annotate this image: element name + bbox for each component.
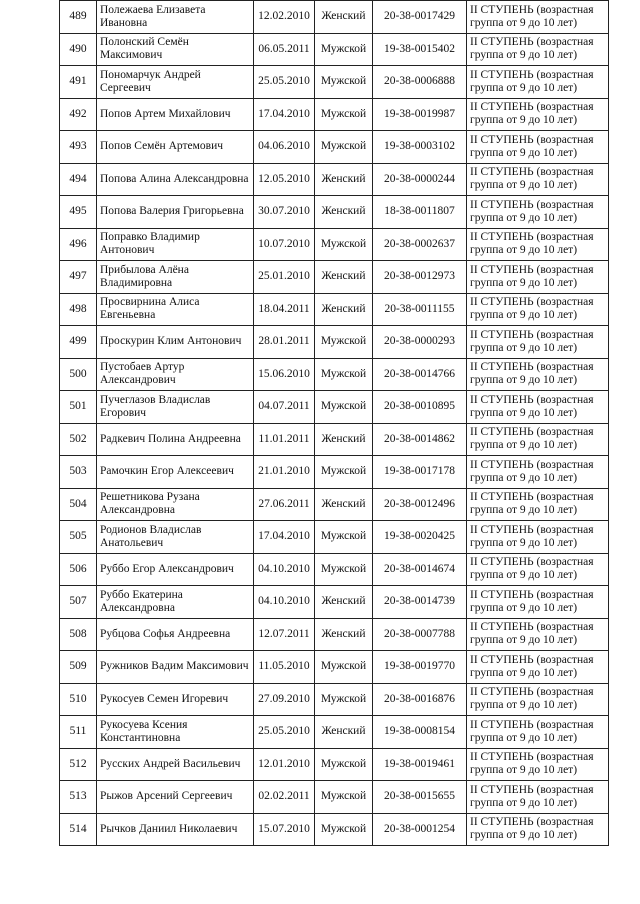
uin-number-cell: 20-38-0007788 — [373, 618, 467, 651]
full-name-cell: Попова Алина Александровна — [97, 163, 254, 196]
stage-group-cell: II СТУПЕНЬ (возрастная группа от 9 до 10 лет) — [467, 261, 609, 294]
birth-date-cell: 17.04.2010 — [254, 98, 315, 131]
table-row — [60, 553, 609, 586]
gender-cell: Женский — [315, 293, 373, 326]
row-number-cell: 502 — [60, 423, 97, 456]
uin-number-cell: 20-38-0017429 — [373, 1, 467, 34]
uin-number-cell: 20-38-0014862 — [373, 423, 467, 456]
birth-date-cell: 06.05.2011 — [254, 33, 315, 66]
uin-number-cell: 19-38-0017178 — [373, 456, 467, 489]
uin-number-cell: 20-38-0006888 — [373, 66, 467, 99]
birth-date-cell: 04.07.2011 — [254, 391, 315, 424]
row-number-cell: 496 — [60, 228, 97, 261]
full-name-cell: Попов Семён Артемович — [97, 131, 254, 164]
stage-group-cell: II СТУПЕНЬ (возрастная группа от 9 до 10 лет) — [467, 326, 609, 359]
full-name-cell: Рукосуев Семен Игоревич — [97, 683, 254, 716]
table-row — [60, 196, 609, 229]
gender-cell: Мужской — [315, 228, 373, 261]
gender-cell: Мужской — [315, 748, 373, 781]
stage-group-cell: II СТУПЕНЬ (возрастная группа от 9 до 10 лет) — [467, 748, 609, 781]
uin-number-cell: 18-38-0011807 — [373, 196, 467, 229]
row-number-cell: 500 — [60, 358, 97, 391]
row-number-cell: 498 — [60, 293, 97, 326]
gender-cell: Женский — [315, 261, 373, 294]
full-name-cell: Полонский Семён Максимович — [97, 33, 254, 66]
full-name-cell: Радкевич Полина Андреевна — [97, 423, 254, 456]
gender-cell: Мужской — [315, 391, 373, 424]
birth-date-cell: 11.01.2011 — [254, 423, 315, 456]
table-row — [60, 488, 609, 521]
row-number-cell: 490 — [60, 33, 97, 66]
uin-number-cell: 19-38-0019987 — [373, 98, 467, 131]
table-row — [60, 748, 609, 781]
birth-date-cell: 25.05.2010 — [254, 66, 315, 99]
uin-number-cell: 20-38-0010895 — [373, 391, 467, 424]
uin-number-cell: 20-38-0015655 — [373, 781, 467, 814]
stage-group-cell: II СТУПЕНЬ (возрастная группа от 9 до 10 лет) — [467, 163, 609, 196]
full-name-cell: Попов Артем Михайлович — [97, 98, 254, 131]
table-row — [60, 618, 609, 651]
stage-group-cell: II СТУПЕНЬ (возрастная группа от 9 до 10 лет) — [467, 66, 609, 99]
row-number-cell: 492 — [60, 98, 97, 131]
row-number-cell: 506 — [60, 553, 97, 586]
stage-group-cell: II СТУПЕНЬ (возрастная группа от 9 до 10 лет) — [467, 131, 609, 164]
row-number-cell: 501 — [60, 391, 97, 424]
stage-group-cell: II СТУПЕНЬ (возрастная группа от 9 до 10 лет) — [467, 228, 609, 261]
row-number-cell: 495 — [60, 196, 97, 229]
table-row — [60, 651, 609, 684]
full-name-cell: Проскурин Клим Антонович — [97, 326, 254, 359]
uin-number-cell: 20-38-0001254 — [373, 813, 467, 846]
gender-cell: Мужской — [315, 358, 373, 391]
table-row — [60, 358, 609, 391]
row-number-cell: 512 — [60, 748, 97, 781]
birth-date-cell: 15.07.2010 — [254, 813, 315, 846]
uin-number-cell: 20-38-0011155 — [373, 293, 467, 326]
uin-number-cell: 20-38-0012973 — [373, 261, 467, 294]
table-row — [60, 521, 609, 554]
gender-cell: Мужской — [315, 813, 373, 846]
table-row — [60, 33, 609, 66]
table-row — [60, 1, 609, 34]
uin-number-cell: 20-38-0014739 — [373, 586, 467, 619]
birth-date-cell: 30.07.2010 — [254, 196, 315, 229]
uin-number-cell: 20-38-0000244 — [373, 163, 467, 196]
full-name-cell: Руббо Егор Александрович — [97, 553, 254, 586]
row-number-cell: 507 — [60, 586, 97, 619]
full-name-cell: Рамочкин Егор Алексеевич — [97, 456, 254, 489]
row-number-cell: 511 — [60, 716, 97, 749]
uin-number-cell: 20-38-0014766 — [373, 358, 467, 391]
row-number-cell: 493 — [60, 131, 97, 164]
row-number-cell: 499 — [60, 326, 97, 359]
gender-cell: Мужской — [315, 456, 373, 489]
stage-group-cell: II СТУПЕНЬ (возрастная группа от 9 до 10 лет) — [467, 391, 609, 424]
full-name-cell: Просвирнина Алиса Евгеньевна — [97, 293, 254, 326]
table-row — [60, 228, 609, 261]
birth-date-cell: 27.09.2010 — [254, 683, 315, 716]
full-name-cell: Пономарчук Андрей Сергеевич — [97, 66, 254, 99]
full-name-cell: Пучеглазов Владислав Егорович — [97, 391, 254, 424]
table-row — [60, 781, 609, 814]
uin-number-cell: 19-38-0008154 — [373, 716, 467, 749]
gender-cell: Мужской — [315, 683, 373, 716]
birth-date-cell: 12.05.2010 — [254, 163, 315, 196]
table-row — [60, 456, 609, 489]
birth-date-cell: 18.04.2011 — [254, 293, 315, 326]
stage-group-cell: II СТУПЕНЬ (возрастная группа от 9 до 10 лет) — [467, 553, 609, 586]
birth-date-cell: 12.01.2010 — [254, 748, 315, 781]
table-row — [60, 423, 609, 456]
participants-table — [59, 0, 609, 846]
full-name-cell: Поправко Владимир Антонович — [97, 228, 254, 261]
table-row — [60, 98, 609, 131]
stage-group-cell: II СТУПЕНЬ (возрастная группа от 9 до 10 лет) — [467, 1, 609, 34]
table-row — [60, 716, 609, 749]
gender-cell: Мужской — [315, 98, 373, 131]
full-name-cell: Руббо Екатерина Александровна — [97, 586, 254, 619]
gender-cell: Мужской — [315, 651, 373, 684]
birth-date-cell: 02.02.2011 — [254, 781, 315, 814]
table-row — [60, 163, 609, 196]
full-name-cell: Рычков Даниил Николаевич — [97, 813, 254, 846]
table-row — [60, 586, 609, 619]
full-name-cell: Решетникова Рузана Александровна — [97, 488, 254, 521]
birth-date-cell: 11.05.2010 — [254, 651, 315, 684]
uin-number-cell: 20-38-0016876 — [373, 683, 467, 716]
gender-cell: Мужской — [315, 553, 373, 586]
gender-cell: Женский — [315, 586, 373, 619]
row-number-cell: 510 — [60, 683, 97, 716]
stage-group-cell: II СТУПЕНЬ (возрастная группа от 9 до 10 лет) — [467, 651, 609, 684]
row-number-cell: 494 — [60, 163, 97, 196]
uin-number-cell: 19-38-0019461 — [373, 748, 467, 781]
stage-group-cell: II СТУПЕНЬ (возрастная группа от 9 до 10 лет) — [467, 196, 609, 229]
birth-date-cell: 04.10.2010 — [254, 553, 315, 586]
birth-date-cell: 15.06.2010 — [254, 358, 315, 391]
gender-cell: Мужской — [315, 781, 373, 814]
table-row — [60, 261, 609, 294]
stage-group-cell: II СТУПЕНЬ (возрастная группа от 9 до 10 лет) — [467, 813, 609, 846]
birth-date-cell: 12.07.2011 — [254, 618, 315, 651]
table-row — [60, 326, 609, 359]
full-name-cell: Рукосуева Ксения Константиновна — [97, 716, 254, 749]
stage-group-cell: II СТУПЕНЬ (возрастная группа от 9 до 10 лет) — [467, 33, 609, 66]
full-name-cell: Пустобаев Артур Александрович — [97, 358, 254, 391]
row-number-cell: 489 — [60, 1, 97, 34]
table-row — [60, 391, 609, 424]
row-number-cell: 503 — [60, 456, 97, 489]
full-name-cell: Рыжов Арсений Сергеевич — [97, 781, 254, 814]
stage-group-cell: II СТУПЕНЬ (возрастная группа от 9 до 10 лет) — [467, 293, 609, 326]
uin-number-cell: 20-38-0002637 — [373, 228, 467, 261]
full-name-cell: Полежаева Елизавета Ивановна — [97, 1, 254, 34]
stage-group-cell: II СТУПЕНЬ (возрастная группа от 9 до 10 лет) — [467, 781, 609, 814]
row-number-cell: 513 — [60, 781, 97, 814]
birth-date-cell: 10.07.2010 — [254, 228, 315, 261]
table-row — [60, 813, 609, 846]
uin-number-cell: 19-38-0003102 — [373, 131, 467, 164]
full-name-cell: Попова Валерия Григорьевна — [97, 196, 254, 229]
birth-date-cell: 04.10.2010 — [254, 586, 315, 619]
stage-group-cell: II СТУПЕНЬ (возрастная группа от 9 до 10 лет) — [467, 683, 609, 716]
uin-number-cell: 20-38-0012496 — [373, 488, 467, 521]
row-number-cell: 491 — [60, 66, 97, 99]
birth-date-cell: 17.04.2010 — [254, 521, 315, 554]
full-name-cell: Ружников Вадим Максимович — [97, 651, 254, 684]
birth-date-cell: 04.06.2010 — [254, 131, 315, 164]
gender-cell: Женский — [315, 716, 373, 749]
stage-group-cell: II СТУПЕНЬ (возрастная группа от 9 до 10 лет) — [467, 98, 609, 131]
row-number-cell: 505 — [60, 521, 97, 554]
uin-number-cell: 19-38-0019770 — [373, 651, 467, 684]
gender-cell: Мужской — [315, 33, 373, 66]
birth-date-cell: 12.02.2010 — [254, 1, 315, 34]
stage-group-cell: II СТУПЕНЬ (возрастная группа от 9 до 10 лет) — [467, 456, 609, 489]
stage-group-cell: II СТУПЕНЬ (возрастная группа от 9 до 10 лет) — [467, 521, 609, 554]
table-row — [60, 131, 609, 164]
table-row — [60, 66, 609, 99]
gender-cell: Мужской — [315, 131, 373, 164]
stage-group-cell: II СТУПЕНЬ (возрастная группа от 9 до 10 лет) — [467, 618, 609, 651]
full-name-cell: Русских Андрей Васильевич — [97, 748, 254, 781]
participants-table-body — [60, 1, 609, 846]
stage-group-cell: II СТУПЕНЬ (возрастная группа от 9 до 10 лет) — [467, 716, 609, 749]
uin-number-cell: 19-38-0020425 — [373, 521, 467, 554]
row-number-cell: 497 — [60, 261, 97, 294]
gender-cell: Мужской — [315, 521, 373, 554]
full-name-cell: Прибылова Алёна Владимировна — [97, 261, 254, 294]
gender-cell: Женский — [315, 196, 373, 229]
full-name-cell: Рубцова Софья Андреевна — [97, 618, 254, 651]
birth-date-cell: 28.01.2011 — [254, 326, 315, 359]
gender-cell: Мужской — [315, 66, 373, 99]
gender-cell: Женский — [315, 488, 373, 521]
gender-cell: Женский — [315, 163, 373, 196]
gender-cell: Женский — [315, 1, 373, 34]
table-row — [60, 293, 609, 326]
gender-cell: Мужской — [315, 326, 373, 359]
stage-group-cell: II СТУПЕНЬ (возрастная группа от 9 до 10 лет) — [467, 423, 609, 456]
uin-number-cell: 19-38-0015402 — [373, 33, 467, 66]
full-name-cell: Родионов Владислав Анатольевич — [97, 521, 254, 554]
row-number-cell: 509 — [60, 651, 97, 684]
gender-cell: Женский — [315, 423, 373, 456]
uin-number-cell: 20-38-0000293 — [373, 326, 467, 359]
row-number-cell: 514 — [60, 813, 97, 846]
stage-group-cell: II СТУПЕНЬ (возрастная группа от 9 до 10 лет) — [467, 586, 609, 619]
uin-number-cell: 20-38-0014674 — [373, 553, 467, 586]
birth-date-cell: 25.05.2010 — [254, 716, 315, 749]
row-number-cell: 508 — [60, 618, 97, 651]
birth-date-cell: 21.01.2010 — [254, 456, 315, 489]
row-number-cell: 504 — [60, 488, 97, 521]
stage-group-cell: II СТУПЕНЬ (возрастная группа от 9 до 10 лет) — [467, 358, 609, 391]
birth-date-cell: 27.06.2011 — [254, 488, 315, 521]
birth-date-cell: 25.01.2010 — [254, 261, 315, 294]
gender-cell: Женский — [315, 618, 373, 651]
table-row — [60, 683, 609, 716]
stage-group-cell: II СТУПЕНЬ (возрастная группа от 9 до 10 лет) — [467, 488, 609, 521]
